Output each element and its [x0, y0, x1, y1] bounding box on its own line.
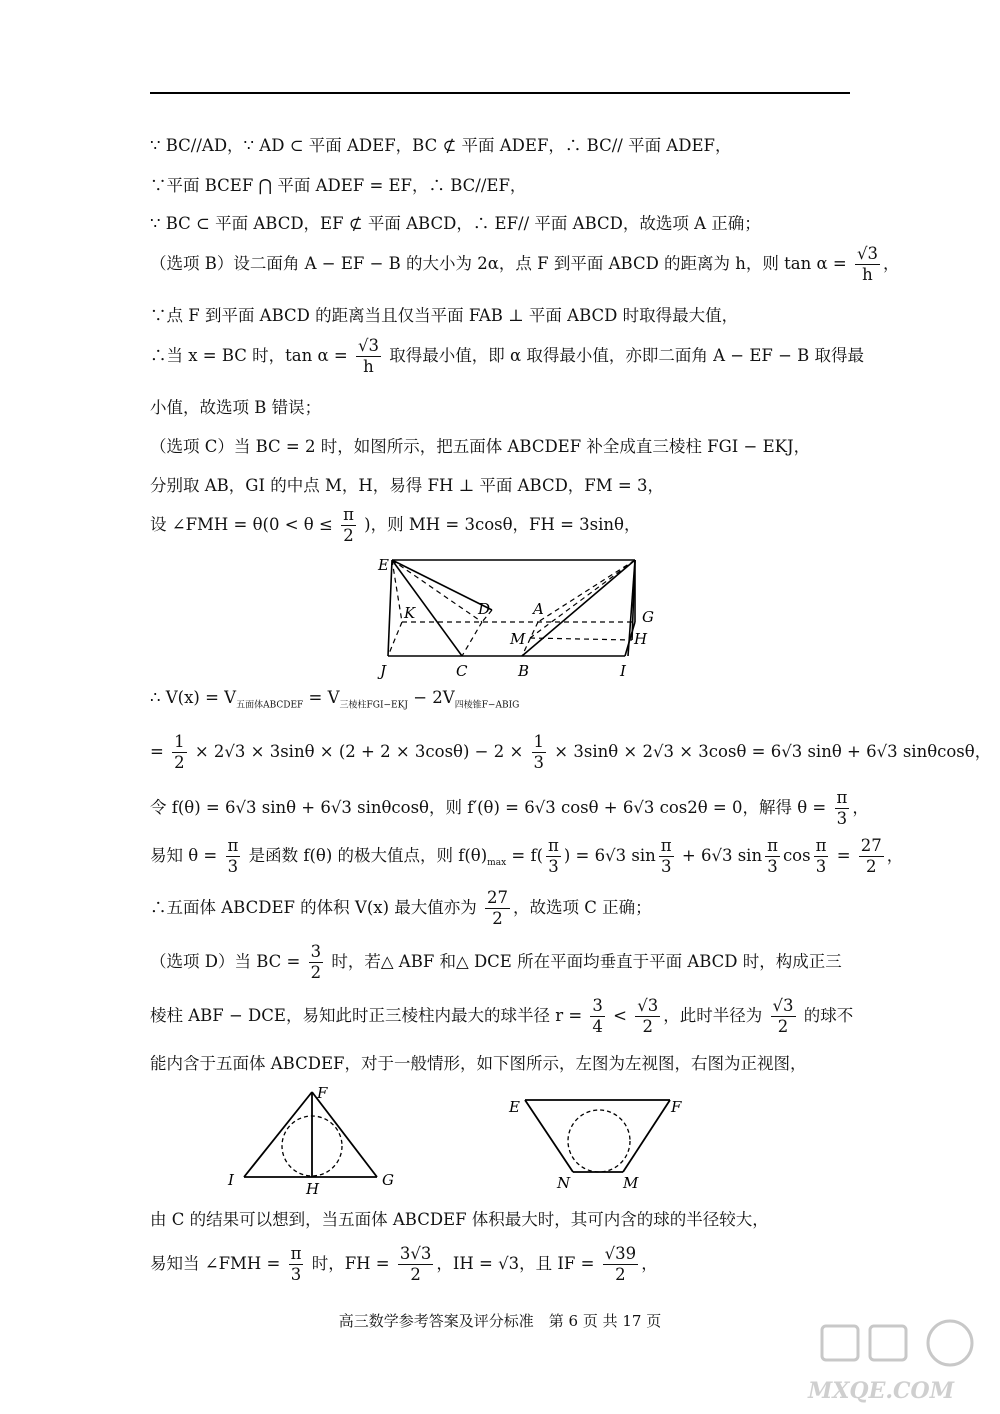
- fraction-27-over-2-b: $\frac{27}{2}$: [487, 888, 509, 928]
- fraction-27-over-2: $\frac{27}{2}$: [860, 836, 882, 876]
- label-H-side: H: [306, 1180, 320, 1197]
- header-rule: [150, 92, 850, 94]
- fraction-3-over-2: $\frac{3}{2}$: [310, 942, 322, 982]
- page-footer: 高三数学参考答案及评分标准 第 6 页 共 17 页: [338, 1312, 662, 1330]
- fraction-pi-over-3-e: $\frac{\pi}{3}$: [815, 836, 827, 876]
- label-F-front: F: [671, 1098, 682, 1116]
- side-view-figure: [222, 1082, 412, 1197]
- label-G-side: G: [382, 1171, 394, 1189]
- label-J: J: [380, 662, 387, 680]
- fraction-pi-over-3-f: $\frac{\pi}{3}$: [290, 1244, 302, 1284]
- label-C: C: [456, 662, 468, 680]
- label-B: B: [518, 662, 530, 680]
- text-line-c-result: 由 C 的结果可以想到，当五面体 ABCDEF 体积最大时，其可内含的球的半径较大，: [150, 1210, 769, 1229]
- fraction-pi-over-2: $\frac{\pi}{2}$: [343, 505, 354, 545]
- label-E: E: [378, 556, 389, 574]
- front-view-figure: [505, 1090, 695, 1195]
- volume-line: ∴ $V(x) = V_{五面体ABCDEF} = V_{三棱柱FGI-EKJ} - 2V_{四棱锥F-ABIG}$: [150, 688, 520, 711]
- label-N-front: N: [557, 1174, 571, 1192]
- text-line-5: ∵点 F 到平面 ABCD 的距离当且仅当平面 FAB ⊥ 平面 ABCD 时取得最大值，: [150, 306, 739, 325]
- fraction-pi-over-3-d: $\frac{\pi}{3}$: [767, 836, 778, 876]
- text-line-6: ∴当 x = BC 时，tan α = $\frac{√3}{h}$ 取得最小值，即 α 取得最小值，亦即二面角 A − EF − B 取得最: [150, 336, 865, 376]
- label-D: D: [478, 600, 491, 618]
- text-line-3: ∵ BC ⊂ 平面 ABCD，EF ⊄ 平面 ABCD，∴ EF// 平面 ABCD，故选项 A 正确；: [150, 214, 761, 233]
- label-I: I: [620, 662, 626, 680]
- label-F-side: F: [317, 1084, 328, 1102]
- fraction-one-third: $\frac{1}{3}$: [533, 732, 545, 772]
- fraction-sqrt3-over-2-b: $\frac{√3}{2}$: [772, 996, 794, 1036]
- final-line: 易知当 ∠FMH = $\frac{\pi}{3}$ 时，FH = $\frac{3√3}{2}$ ，IH = √3，且 IF = $\frac{√39}{2}$ ，: [150, 1244, 658, 1284]
- label-M-front: M: [623, 1174, 639, 1192]
- expansion-line: = $\frac{1}{2}$ × 2√3 × 3sinθ × (2 + 2 × 3cosθ) − 2 × $\frac{1}{3}$ × 3sinθ × 2√3 × 3cosθ = 6√3 sinθ + 6√3 sinθcosθ，: [150, 732, 992, 772]
- fraction-3sqrt3-over-2: $\frac{3√3}{2}$: [399, 1244, 432, 1284]
- text-line-1: ∵ BC//AD，∵ AD ⊂ 平面 ADEF，BC ⊄ 平面 ADEF，∴ BC// 平面 ADEF，: [150, 136, 732, 155]
- prism-line: 棱柱 ABF − DCE，易知此时正三棱柱内最大的球半径 r = $\frac{3}{4}$ < $\frac{√3}{2}$ ，此时半径为 $\frac{√3}{2}$ 的球不: [150, 996, 854, 1036]
- text-line-2: ∵平面 BCEF ⋂ 平面 ADEF = EF，∴ BC//EF，: [150, 176, 527, 195]
- label-I-side: I: [228, 1171, 234, 1189]
- fraction-sqrt39-over-2: $\frac{√39}{2}$: [604, 1244, 637, 1284]
- text-line-10: 设 ∠FMH = θ(0 < θ ≤ $\frac{\pi}{2}$ )，则 MH = 3cosθ，FH = 3sinθ，: [150, 505, 641, 545]
- text-line-9: 分别取 AB，GI 的中点 M，H，易得 FH ⊥ 平面 ABCD，FM = 3，: [150, 476, 664, 495]
- fraction-pi-over-3-a: $\frac{\pi}{3}$: [227, 836, 239, 876]
- label-K: K: [404, 604, 416, 622]
- text-line-7: 小值，故选项 B 错误；: [150, 398, 322, 417]
- watermark-text: MXQE.COM: [808, 1378, 955, 1404]
- fraction-pi-over-3-b: $\frac{\pi}{3}$: [548, 836, 559, 876]
- fraction-pi-over-3-c: $\frac{\pi}{3}$: [660, 836, 672, 876]
- maximum-line: 易知 θ = $\frac{\pi}{3}$ 是函数 f(θ) 的极大值点，则 $f(\theta)_{max} = f$( $\frac{\pi}{3}$ ) = 6√3 sin $\frac{\pi}{3}$ + 6√3 sin $\frac{\pi}{3}$ cos $\frac{\pi}{3}$ = $\frac{27}{2}$ ，: [150, 836, 904, 876]
- fraction-sqrt3-over-h: $\frac{√3}{h}$: [856, 244, 878, 284]
- text-line-8: （选项 C）当 BC = 2 时，如图所示，把五面体 ABCDEF 补全成直三棱柱 FGI − EKJ，: [150, 437, 811, 456]
- label-H: H: [634, 630, 648, 648]
- label-G: G: [642, 608, 654, 626]
- volume-max-line: ∴五面体 ABCDEF 的体积 V(x) 最大值亦为 $\frac{27}{2}$ ，故选项 C 正确；: [150, 888, 652, 928]
- fraction-sqrt3-over-2: $\frac{√3}{2}$: [637, 996, 659, 1036]
- label-E-front: E: [509, 1098, 520, 1116]
- label-M: M: [510, 630, 526, 648]
- text-line-general: 能内含于五面体 ABCDEF，对于一般情形，如下图所示，左图为左视图，右图为正视图，: [150, 1054, 807, 1073]
- fraction-pi-over-3: $\frac{\pi}{3}$: [836, 788, 848, 828]
- derivative-line: 令 f(θ) = 6√3 sinθ + 6√3 sinθcosθ，则 f′(θ) = 6√3 cosθ + 6√3 cos2θ = 0，解得 θ = $\frac{\pi}{3}$ ，: [150, 788, 869, 828]
- fraction-sqrt3-over-h-2: $\frac{√3}{h}$: [357, 336, 379, 376]
- fraction-3-over-4: $\frac{3}{4}$: [592, 996, 603, 1036]
- option-d-line: （选项 D）当 BC = $\frac{3}{2}$ 时，若△ ABF 和△ DCE 所在平面均垂直于平面 ABCD 时，构成正三: [150, 942, 842, 982]
- watermark-logo: [800, 1318, 995, 1408]
- text-line-4: （选项 B）设二面角 A − EF − B 的大小为 2α，点 F 到平面 ABCD 的距离为 h，则 tan α = $\frac{√3}{h}$ ，: [150, 244, 900, 284]
- fraction-one-half: $\frac{1}{2}$: [174, 732, 185, 772]
- label-A: A: [533, 600, 544, 618]
- prism-figure: [370, 552, 670, 682]
